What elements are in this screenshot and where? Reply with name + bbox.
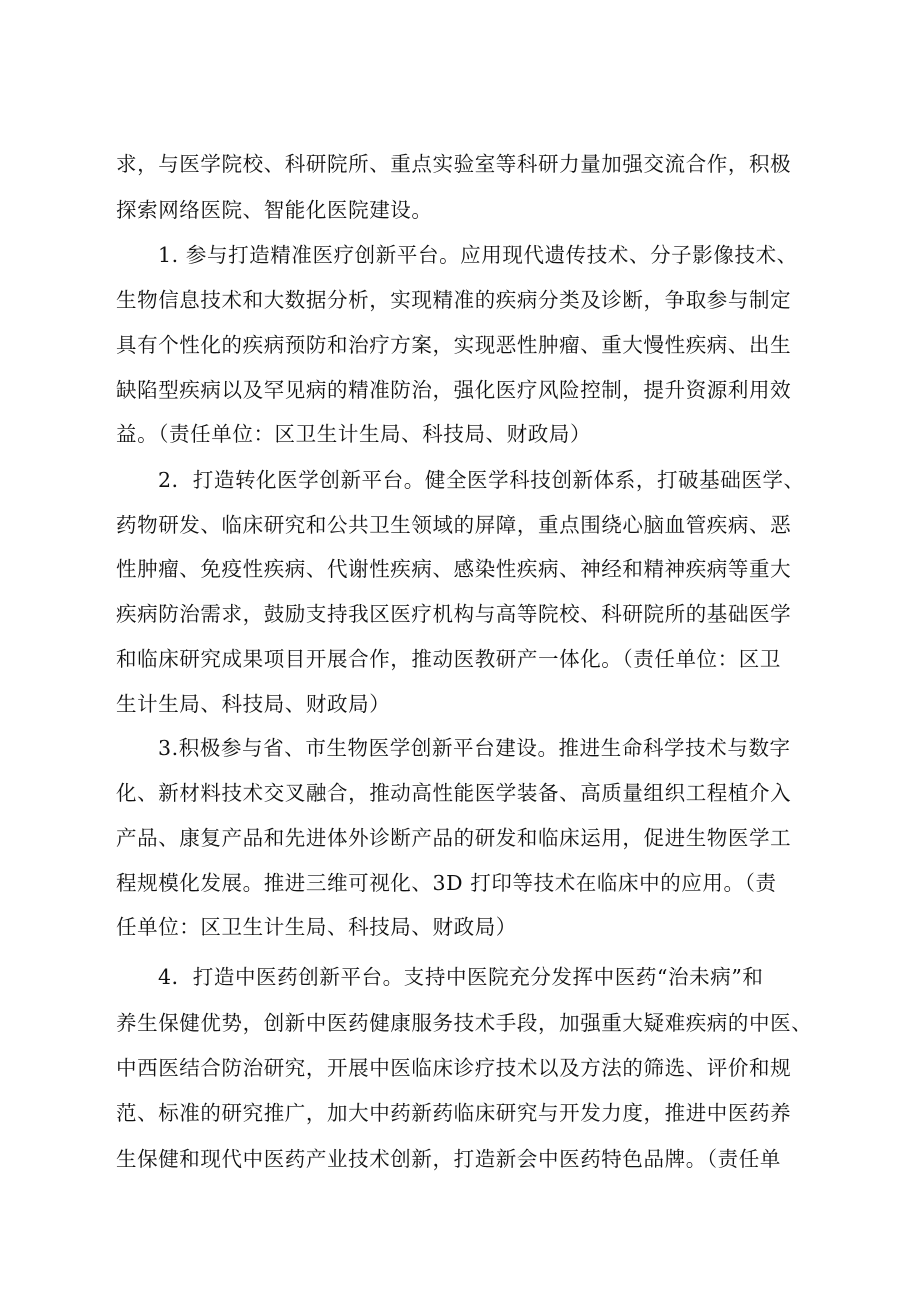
text-line: 化、新材料技术交叉融合，推动高性能医学装备、高质量组织工程植介入 <box>116 781 792 805</box>
text-line: 中西医结合防治研究，开展中医临床诊疗技术以及方法的筛选、评价和规 <box>116 1056 792 1080</box>
text-line: 和临床研究成果项目开展合作，推动医教研产一体化。（责任单位：区卫 <box>116 647 781 671</box>
text-line: 1. 参与打造精准医疗创新平台。应用现代遗传技术、分子影像技术、 <box>158 243 798 267</box>
text-line: 缺陷型疾病以及罕见病的精准防治，强化医疗风险控制，提升资源利用效 <box>116 378 792 402</box>
text-line: 养生保健优势，创新中医药健康服务技术手段，加强重大疑难疾病的中医、 <box>116 1011 813 1035</box>
text-line: 程规模化发展。推进三维可视化、3D 打印等技术在临床中的应用。（责 <box>116 871 777 895</box>
text-line: 疾病防治需求，鼓励支持我区医疗机构与高等院校、科研院所的基础医学 <box>116 602 792 626</box>
text-line: 益。（责任单位：区卫生计生局、科技局、财政局） <box>116 422 592 446</box>
text-line: 具有个性化的疾病预防和治疗方案，实现恶性肿瘤、重大慢性疾病、出生 <box>116 333 792 357</box>
text-line: 生计生局、科技局、财政局） <box>116 692 391 716</box>
text-line: 生物信息技术和大数据分析，实现精准的疾病分类及诊断，争取参与制定 <box>116 288 792 312</box>
text-line: 产品、康复产品和先进体外诊断产品的研发和临床运用，促进生物医学工 <box>116 826 792 850</box>
text-line: 性肿瘤、免疫性疾病、代谢性疾病、感染性疾病、神经和精神疾病等重大 <box>116 557 792 581</box>
text-line: 探索网络医院、智能化医院建设。 <box>116 198 433 222</box>
text-line: 任单位：区卫生计生局、科技局、财政局） <box>116 915 517 939</box>
text-line: 2．打造转化医学创新平台。健全医学科技创新体系，打破基础医学、 <box>158 468 805 492</box>
text-line: 生保健和现代中医药产业技术创新，打造新会中医药特色品牌。（责任单 <box>116 1147 781 1171</box>
text-line: 3.积极参与省、市生物医学创新平台建设。推进生命科学技术与数字 <box>158 736 791 760</box>
text-line: 4．打造中医药创新平台。支持中医院充分发挥中医药“治未病”和 <box>158 965 764 989</box>
text-line: 药物研发、临床研究和公共卫生领域的屏障，重点围绕心脑血管疾病、恶 <box>116 513 792 537</box>
text-line: 求，与医学院校、科研院所、重点实验室等科研力量加强交流合作，积极 <box>116 152 792 176</box>
text-line: 范、标准的研究推广，加大中药新药临床研究与开发力度，推进中医药养 <box>116 1101 792 1125</box>
